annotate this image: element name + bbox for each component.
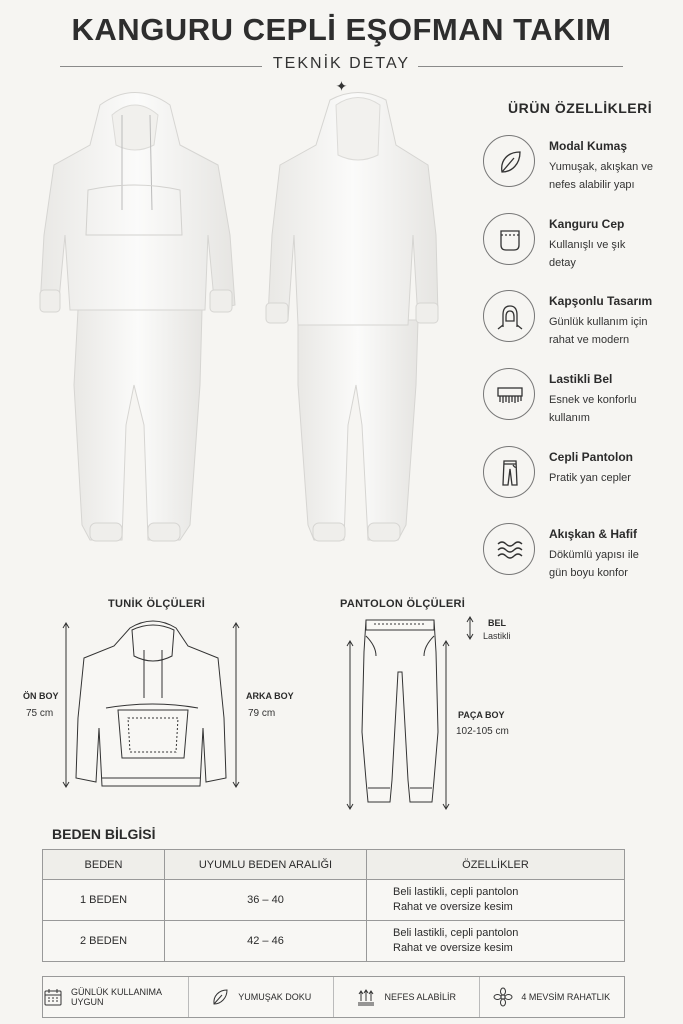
waves-icon — [483, 523, 535, 575]
feature-title: Cepli Pantolon — [549, 450, 633, 464]
tunic-sketch — [58, 618, 248, 793]
footer-item — [43, 977, 189, 1017]
subtitle-row — [0, 55, 683, 77]
features-title: ÜRÜN ÖZELLİKLERİ — [508, 100, 653, 116]
breathable-icon — [356, 987, 376, 1007]
feature-desc: Esnek ve konforlu kullanım — [549, 394, 637, 424]
feature-desc: Yumuşak, akışkan ve nefes alabilir yapı — [549, 161, 653, 191]
flower-icon — [493, 987, 513, 1007]
pants-sketch — [340, 612, 480, 812]
page-subtitle: TEKNİK DETAY — [272, 55, 411, 72]
feature-desc: Dökümlü yapısı ile gün boyu konfor — [549, 549, 639, 579]
feature-line: Beli lastikli, cepli pantolon — [393, 886, 519, 898]
feature-item — [483, 446, 683, 508]
waist-label: BEL — [488, 618, 506, 628]
footer-label: NEFES ALABİLİR — [384, 992, 457, 1002]
size-cell: 2 BEDEN — [43, 921, 165, 962]
footer-label: YUMUŞAK DOKU — [238, 992, 312, 1002]
page-title: KANGURU CEPLİ EŞOFMAN TAKIM — [71, 12, 612, 47]
waist-value: Lastikli — [483, 631, 511, 641]
footer-label: 4 MEVSİM RAHATLIK — [521, 992, 611, 1002]
footer-bar — [42, 976, 625, 1018]
range-cell: 42 – 46 — [165, 921, 367, 962]
feature-line: Rahat ve oversize kesim — [393, 901, 513, 913]
front-length-value: 75 cm — [26, 708, 54, 719]
hood-icon — [483, 290, 535, 342]
front-length-label: ÖN BOY — [23, 691, 59, 701]
tunic-title: TUNİK ÖLÇÜLERİ — [108, 598, 206, 610]
footer-item — [189, 977, 335, 1017]
size-info-title: BEDEN BİLGİSİ — [52, 826, 156, 842]
table-row — [43, 921, 625, 962]
size-table — [42, 849, 625, 962]
feature-desc: Kullanışlı ve şık detay — [549, 239, 626, 269]
range-cell: 36 – 40 — [165, 880, 367, 921]
column-header: ÖZELLİKLER — [367, 850, 625, 880]
feature-item — [483, 523, 683, 585]
divider-right — [418, 66, 623, 67]
leg-length-label: PAÇA BOY — [458, 710, 505, 720]
feature-title: Kapşonlu Tasarım — [549, 294, 653, 308]
trousers-icon — [483, 446, 535, 498]
feature-cell — [367, 921, 625, 962]
size-cell: 1 BEDEN — [43, 880, 165, 921]
feature-title: Kanguru Cep — [549, 217, 625, 231]
waistband-icon — [483, 368, 535, 420]
sparkle-icon: ✦ — [335, 78, 348, 94]
feature-desc: Günlük kullanım için rahat ve modern — [549, 316, 648, 346]
feature-line: Rahat ve oversize kesim — [393, 942, 513, 954]
footer-item — [334, 977, 480, 1017]
leg-length-value: 102-105 cm — [456, 726, 509, 737]
feature-title: Modal Kumaş — [549, 139, 628, 153]
leaf-icon — [483, 135, 535, 187]
pocket-icon — [483, 213, 535, 265]
feature-title: Akışkan & Hafif — [549, 527, 638, 541]
feature-item — [483, 368, 683, 430]
feature-item — [483, 135, 683, 197]
product-front-image — [30, 85, 240, 550]
footer-label: GÜNLÜK KULLANIMA UYGUN — [71, 987, 162, 1007]
feature-line: Beli lastikli, cepli pantolon — [393, 927, 519, 939]
table-header-row — [43, 850, 625, 880]
table-row — [43, 880, 625, 921]
back-length-label: ARKA BOY — [246, 691, 294, 701]
back-length-value: 79 cm — [248, 708, 276, 719]
feature-desc: Pratik yan cepler — [549, 472, 631, 484]
footer-item — [480, 977, 625, 1017]
feature-cell — [367, 880, 625, 921]
product-back-image — [258, 85, 448, 550]
leaf-icon — [210, 987, 230, 1007]
feature-item — [483, 213, 683, 275]
column-header: UYUMLU BEDEN ARALIĞI — [165, 850, 367, 880]
feature-item — [483, 290, 683, 352]
feature-title: Lastikli Bel — [549, 372, 613, 386]
pants-title: PANTOLON ÖLÇÜLERİ — [340, 598, 466, 610]
calendar-icon — [43, 987, 63, 1007]
column-header: BEDEN — [43, 850, 165, 880]
